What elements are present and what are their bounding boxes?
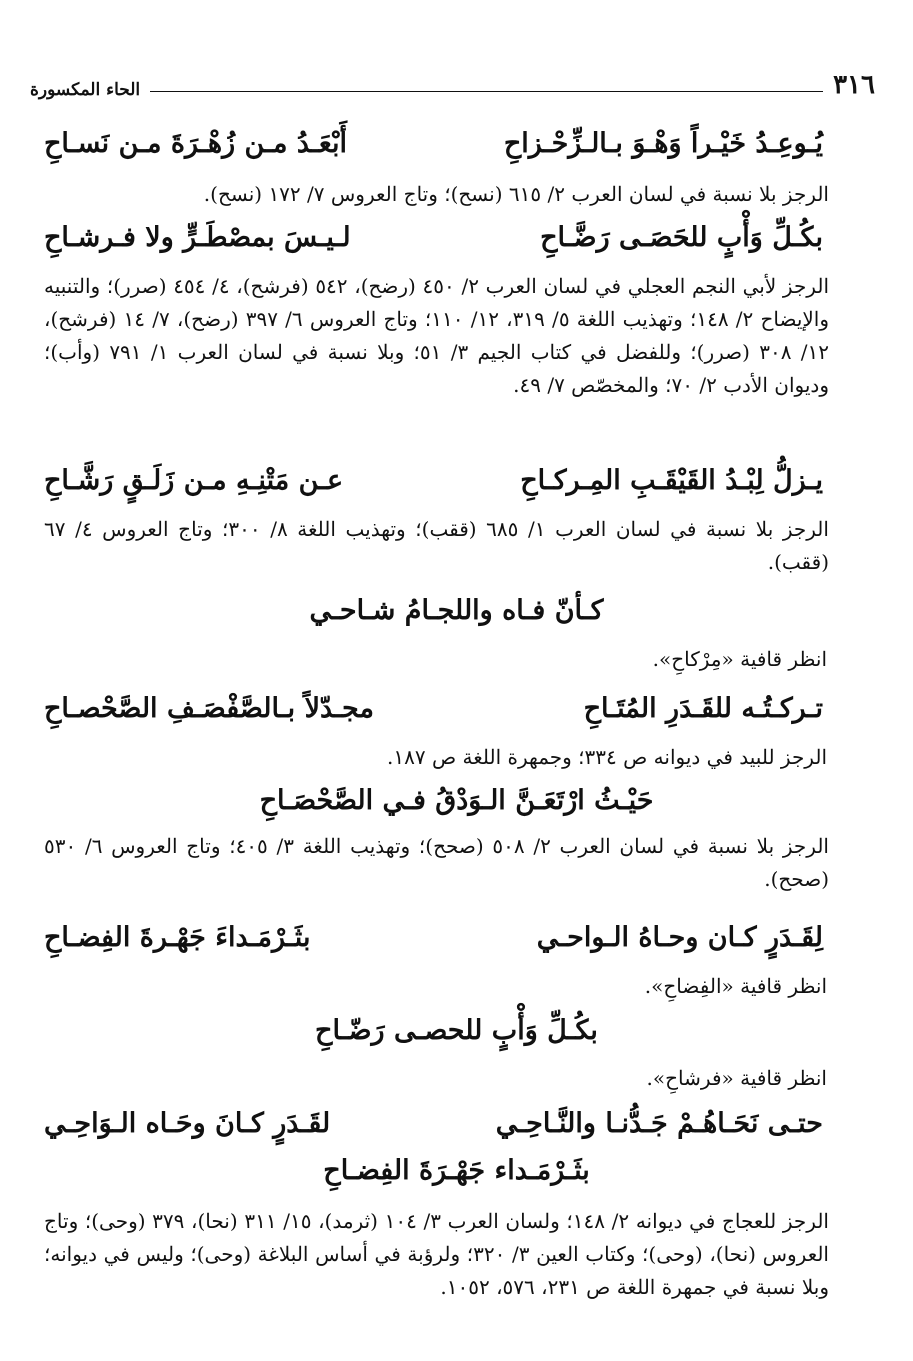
verse-3-note: الرجز بلا نسبة في لسان العرب ١/ ٦٨٥ (ققب)؛ وتهذيب اللغة ٨/ ٣٠٠؛ وتاج العروس ٤/ ٦٧ (ققب). [44,517,829,574]
hemistich-right: تـركـتُـه للقَـدَرِ المُتَـاحِ [583,693,823,724]
verse-1 [44,128,823,160]
header-rule [150,91,823,92]
verse-4-reference: انظر قافية «مِرْكاحِ». [652,647,827,671]
verse-6 [0,785,913,817]
verse-line: بثَـرْمَـداء جَهْـرَةَ الفِضـاحِ [323,1155,590,1186]
hemistich-left: عـن مَتْنِـهِ مـن زَلَـقٍ رَشَّـاحِ [44,465,344,496]
hemistich-right: يُـوعِـدُ خَيْـراً وَهْـوَ بـالـزِّحْـزاحِ [503,128,823,159]
verse-5-note: الرجز للبيد في ديوانه ص ٣٣٤؛ وجمهرة اللغة ص ١٨٧. [387,745,827,769]
hemistich-left: لقَـدَرٍ كـانَ وحَـاه الـوَاحِـي [44,1108,331,1139]
hemistich-right: يـزلُّ لِبْـدُ القَيْقَـبِ المِـركـاحِ [520,465,823,496]
verse-8-reference: انظر قافية «فرشاحِ». [646,1066,827,1090]
hemistich-right: لِقَـدَرٍ كـان وحـاهُ الـواحـي [536,922,823,953]
verse-9-line-2 [0,1155,913,1187]
verse-5 [44,693,823,725]
verse-2-note: الرجز لأبي النجم العجلي في لسان العرب ٢/ ٤٥٠ (رضح)، ٥٤٢ (فرشح)، ٤/ ٤٥٤ (صرر)؛ والتنبيه والإيضاح ٢/ ١٤٨؛ وتهذيب اللغة ٥/ ٣١٩، ١٢/ ١١٠؛ وتاج العروس ٦/ ٣٩٧ (رضح)، ٧/ ١٤ (فرشح)، ١٢/ ٣٠٨ (صرر)؛ وللفضل في كتاب الجيم ٣/ ٥١؛ وبلا نسبة في لسان العرب ١/ ٧٩١ (وأب)؛ وديوان الأدب ٢/ ٧٠؛ والمخصّص ٧/ ٤٩. [44,274,830,397]
page-number: ٣١٦ [833,70,875,100]
verse-7-reference: انظر قافية «الفِضاحِ». [644,974,827,998]
hemistich-left: لـيـسَ بمصْطَـرٍّ ولا فـرشـاحِ [44,222,351,253]
hemistich-left: مجـدّلاً بـالصَّفْصَـفِ الصَّحْصـاحِ [44,693,374,724]
verse-1-note: الرجز بلا نسبة في لسان العرب ٢/ ٦١٥ (نسح)؛ وتاج العروس ٧/ ١٧٢ (نسح). [203,182,829,206]
verse-6-note: الرجز بلا نسبة في لسان العرب ٢/ ٥٠٨ (صحح)؛ وتهذيب اللغة ٣/ ٤٠٥؛ وتاج العروس ٦/ ٥٣٠ (صحح). [44,834,829,891]
verse-2 [44,222,823,254]
hemistich-right: بكُـلِّ وَأْبٍ للحَصَـى رَضَّـاحِ [540,222,823,253]
verse-9-note: الرجز للعجاج في ديوانه ٢/ ١٤٨؛ ولسان العرب ٣/ ١٠٤ (ثرمد)، ١٥/ ٣١١ (نحا)، ٣٧٩ (وحى)؛ وتاج العروس (نحا)، (وحى)؛ وكتاب العين ٣/ ٣٢٠؛ ولرؤبة في أساس البلاغة (وحى)؛ وليس في ديوانه؛ وبلا نسبة في جمهرة اللغة ص ٢٣١، ٥٧٦، ١٠٥٢. [44,1209,829,1299]
verse-line: حَيْـثُ ارْتَعَـنَّ الـوَدْقُ فـي الصَّحْصَـاحِ [259,785,654,816]
verse-line: بكُـلِّ وَأْبٍ للحصـى رَضّـاحِ [315,1015,598,1046]
verse-7 [44,922,823,954]
verse-9 [44,1108,823,1140]
verse-3 [44,465,823,497]
verse-4 [0,595,913,627]
hemistich-left: بثَـرْمَـداءَ جَهْـرةَ الفِضـاحِ [44,922,311,953]
hemistich-left: أَبْعَـدُ مـن زُهْـرَةَ مـن نَسـاحِ [44,128,347,159]
verse-8 [0,1015,913,1047]
running-header [30,70,875,100]
verse-line: كـأنّ فـاه واللجـامُ شـاحـي [309,595,604,626]
section-title: الحاء المكسورة [30,80,141,100]
hemistich-right: حتـى نَحَـاهُـمْ جَـدُّنـا والنَّـاحِـي [495,1108,823,1139]
